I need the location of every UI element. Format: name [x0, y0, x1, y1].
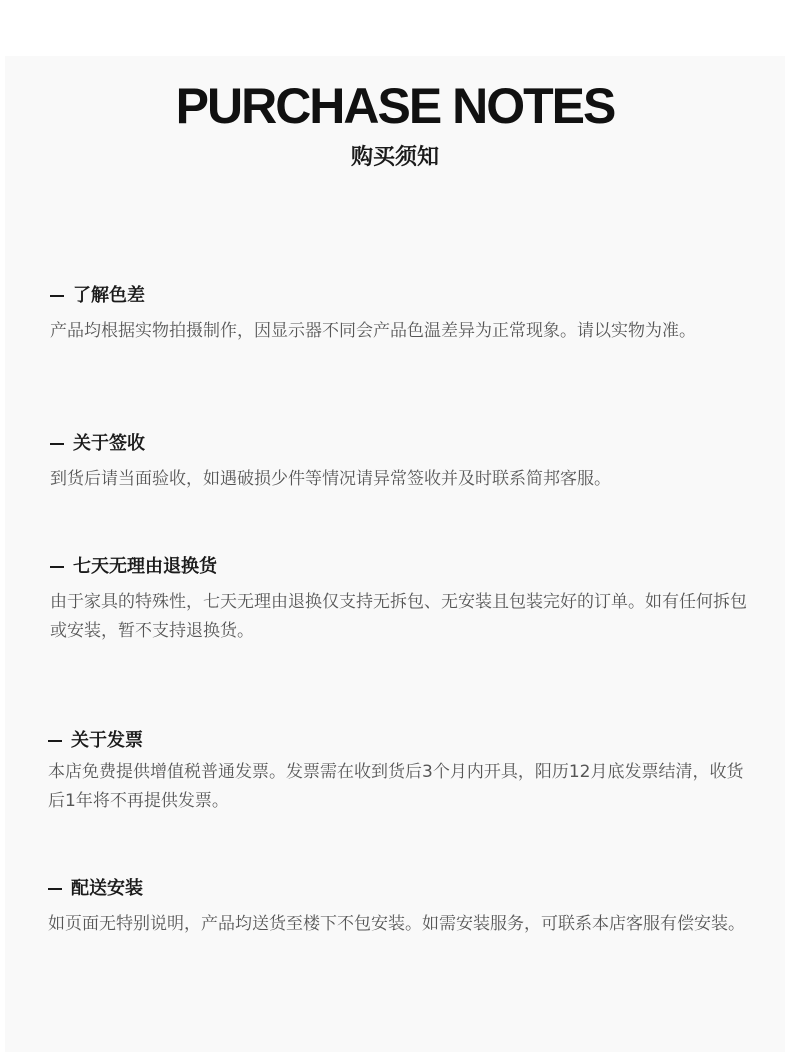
dash-icon: [48, 740, 62, 742]
dash-icon: [50, 566, 64, 568]
section-heading-text: 了解色差: [73, 285, 145, 306]
section-heading: [48, 727, 760, 755]
section-body: 产品均根据实物拍摄制作，因显示器不同会产品色温差异为正常现象。请以实物为准。: [50, 321, 696, 341]
section-body: 本店免费提供增值税普通发票。发票需在收到货后3个月内开具，阳历12月底发票结清，收货后1年将不再提供发票。: [48, 762, 744, 811]
page-title: PURCHASE NOTES: [175, 78, 615, 134]
section-seven-day-return: [50, 553, 760, 646]
section-invoice: [48, 727, 760, 816]
section-heading-text: 关于发票: [71, 730, 143, 751]
section-heading: [50, 430, 760, 458]
dash-icon: [48, 888, 62, 890]
section-shipping-installation: [48, 875, 760, 939]
section-heading-text: 七天无理由退换货: [73, 556, 217, 577]
section-heading: [50, 282, 760, 310]
section-heading: [48, 875, 760, 903]
section-heading-text: 配送安装: [71, 878, 143, 899]
dash-icon: [50, 295, 64, 297]
section-color-difference: [50, 282, 760, 346]
section-delivery-receipt: [50, 430, 760, 494]
dash-icon: [50, 443, 64, 445]
section-body: 由于家具的特殊性，七天无理由退换仅支持无拆包、无安装且包装完好的订单。如有任何拆包或安装，暂不支持退换货。: [50, 592, 747, 641]
section-body: 到货后请当面验收，如遇破损少件等情况请异常签收并及时联系简邦客服。: [50, 469, 611, 489]
page-subtitle: 购买须知: [350, 145, 439, 170]
section-heading-text: 关于签收: [73, 433, 145, 454]
section-body: 如页面无特别说明，产品均送货至楼下不包安装。如需安装服务，可联系本店客服有偿安装。: [48, 914, 745, 934]
section-heading: [50, 553, 760, 581]
